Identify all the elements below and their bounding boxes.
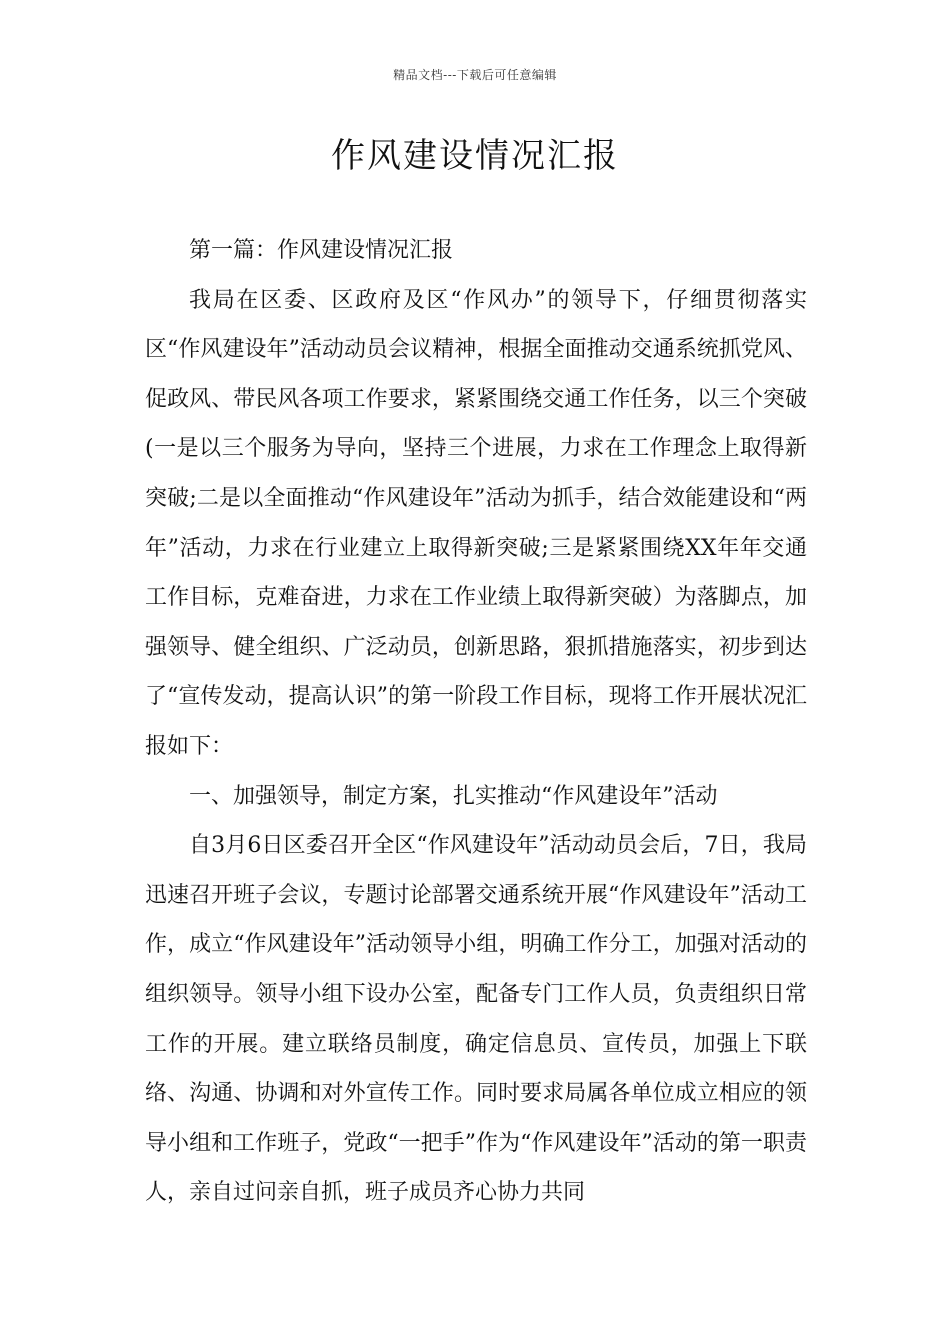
section-heading: 第一篇：作风建设情况汇报 — [189, 238, 454, 263]
section-heading: 一、加强领导，制定方案，扎实推动“作风建设年”活动 — [189, 783, 718, 809]
page-watermark: 精品文档---下载后可任意编辑 — [393, 68, 557, 82]
document-title: 作风建设情况汇报 — [331, 136, 619, 176]
paragraph-body: 自3月6日区委召开全区“作风建设年”活动动员会后，7日，我局迅速召开班子会议，专题讨论部署交通系统开展“作风建设年”活动工作，成立“作风建设年”活动领导小组，明确工作分工，加强对活动的组织领导。领导小组下设办公室，配备专门工作人员，负责组织日常工作的开展。建立联络员制度，确定信息员、宣传员，加强上下联络、沟通、协调和对外宣传工作。同时要求局属各单位成立相应的领导小组和工作班子，党政“一把手”作为“作风建设年”活动的第一职责人，亲自过问亲自抓，班子成员齐心协力共同 — [145, 833, 807, 1206]
document-body — [145, 226, 807, 1218]
paragraph-intro: 我局在区委、区政府及区“作风办”的领导下，仔细贯彻落实区“作风建设年”活动动员会议精神，根据全面推动交通系统抓党风、促政风、带民风各项工作要求，紧紧围绕交通工作任务，以三个突破(一是以三个服务为导向，坚持三个进展，力求在工作理念上取得新突破;二是以全面推动“作风建设年”活动为抓手，结合效能建设和“两年”活动，力求在行业建立上取得新突破;三是紧紧围绕XX年年交通工作目标，克难奋进，力求在工作业绩上取得新突破）为落脚点，加强领导、健全组织、广泛动员，创新思路，狠抓措施落实，初步到达了“宣传发动，提高认识”的第一阶段工作目标，现将工作开展状况汇报如下： — [145, 287, 807, 759]
